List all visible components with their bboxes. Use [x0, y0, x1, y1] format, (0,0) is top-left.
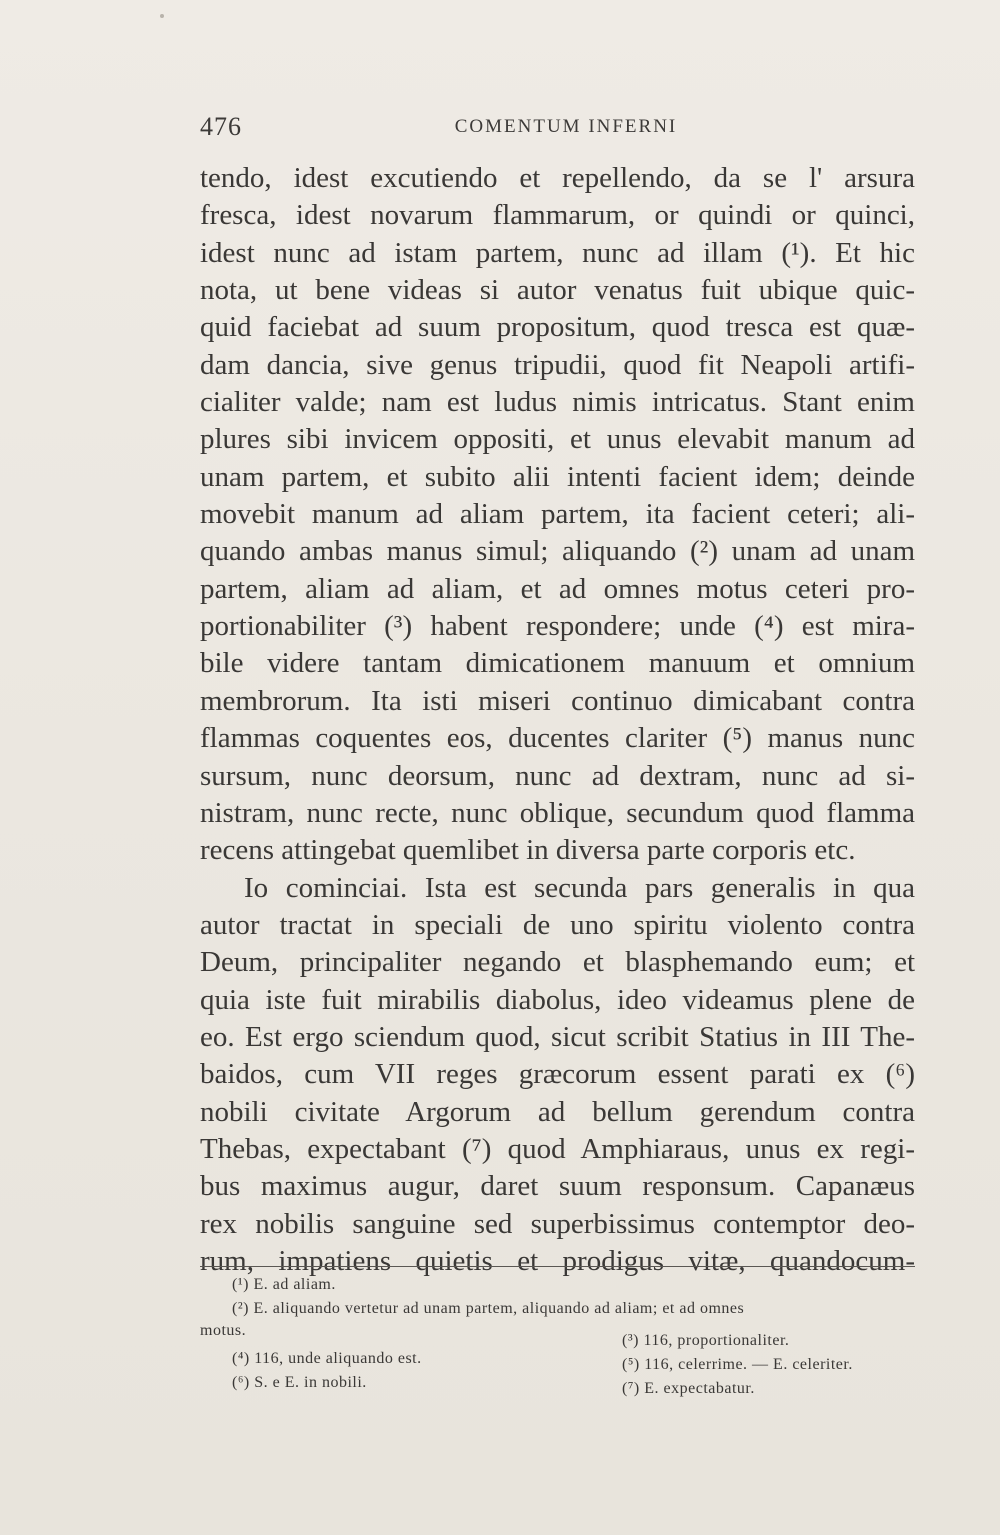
footnote-5: (⁵) 116, celerrime. — E. celeriter.: [622, 1356, 853, 1373]
text-line: flammas coquentes eos, ducentes clariter (⁵) manus nunc: [200, 722, 915, 755]
footnote-2-continued: motus.: [200, 1322, 247, 1339]
text-line: movebit manum ad aliam partem, ita facient ceteri; ali-: [200, 498, 915, 531]
text-line: rum, impatiens quietis et prodigus vitæ, quandocum-: [200, 1244, 915, 1277]
text-line: unam partem, et subito alii intenti facient idem; deinde: [200, 460, 915, 493]
text-line: tendo, idest excutiendo et repellendo, da se l' arsura: [200, 162, 915, 194]
footnote-4: (⁴) 116, unde aliquando est.: [232, 1350, 422, 1367]
text-line: partem, aliam ad aliam, et ad omnes motus ceteri pro-: [200, 572, 915, 605]
paper-speck: [160, 14, 164, 18]
text-line: recens attingebat quemlibet in diversa parte corporis etc.: [200, 834, 856, 867]
text-line: quando ambas manus simul; aliquando (²) unam ad unam: [200, 535, 915, 568]
text-line: nota, ut bene videas si autor venatus fuit ubique quic-: [200, 274, 915, 307]
text-line: dam dancia, sive genus tripudii, quod fit Neapoli artifi-: [200, 348, 915, 381]
footnote-7: (⁷) E. expectabatur.: [622, 1380, 755, 1397]
footnote-2: (²) E. aliquando vertetur ad unam partem, aliquando ad aliam; et ad omnes: [232, 1300, 745, 1317]
page-number: 476: [200, 112, 242, 141]
text-line: cialiter valde; nam est ludus nimis intricatus. Stant enim: [200, 386, 915, 419]
text-line: bile videre tantam dimicationem manuum et omnium: [200, 647, 915, 680]
text-line: rex nobilis sanguine sed superbissimus contemptor deo-: [200, 1207, 915, 1240]
text-line: membrorum. Ita isti miseri continuo dimicabant contra: [200, 684, 915, 717]
text-line-paragraph-start: Io cominciai. Ista est secunda pars generalis in qua: [244, 871, 915, 904]
text-line: eo. Est ergo sciendum quod, sicut scribit Statius in III The-: [200, 1020, 915, 1053]
text-line: quid faciebat ad suum propositum, quod tresca est quæ-: [200, 311, 915, 344]
text-line: nistram, nunc recte, nunc oblique, secundum quod flamma: [200, 796, 915, 829]
text-line: nobili civitate Argorum ad bellum gerendum contra: [200, 1095, 915, 1128]
text-line: idest nunc ad istam partem, nunc ad illam (¹). Et hic: [200, 236, 915, 269]
text-line: quia iste fuit mirabilis diabolus, ideo videamus plene de: [200, 983, 915, 1016]
footnote-divider: [200, 1266, 915, 1267]
text-line: baidos, cum VII reges græcorum essent parati ex (⁶): [200, 1058, 915, 1091]
running-head: COMENTUM INFERNI: [454, 116, 678, 137]
text-line: bus maximus augur, daret suum responsum. Capanæus: [200, 1170, 915, 1203]
text-line: portionabiliter (³) habent respondere; unde (⁴) est mira-: [200, 610, 915, 643]
text-line: sursum, nunc deorsum, nunc ad dextram, nunc ad si-: [200, 759, 915, 792]
text-line: Thebas, expectabant (⁷) quod Amphiaraus, unus ex regi-: [200, 1132, 915, 1165]
text-line: Deum, principaliter negando et blasphemando eum; et: [200, 946, 915, 979]
text-line: fresca, idest novarum flammarum, or quindi or quinci,: [200, 199, 915, 232]
footnote-1: (¹) E. ad aliam.: [232, 1276, 336, 1293]
main-text: [200, 160, 915, 1280]
text-line: autor tractat in speciali de uno spiritu violento contra: [200, 908, 915, 941]
text-line: plures sibi invicem oppositi, et unus elevabit manum ad: [200, 423, 915, 456]
footnote-6: (⁶) S. e E. in nobili.: [232, 1374, 367, 1391]
page-header: [200, 112, 912, 152]
footnote-3: (³) 116, proportionaliter.: [622, 1332, 790, 1349]
